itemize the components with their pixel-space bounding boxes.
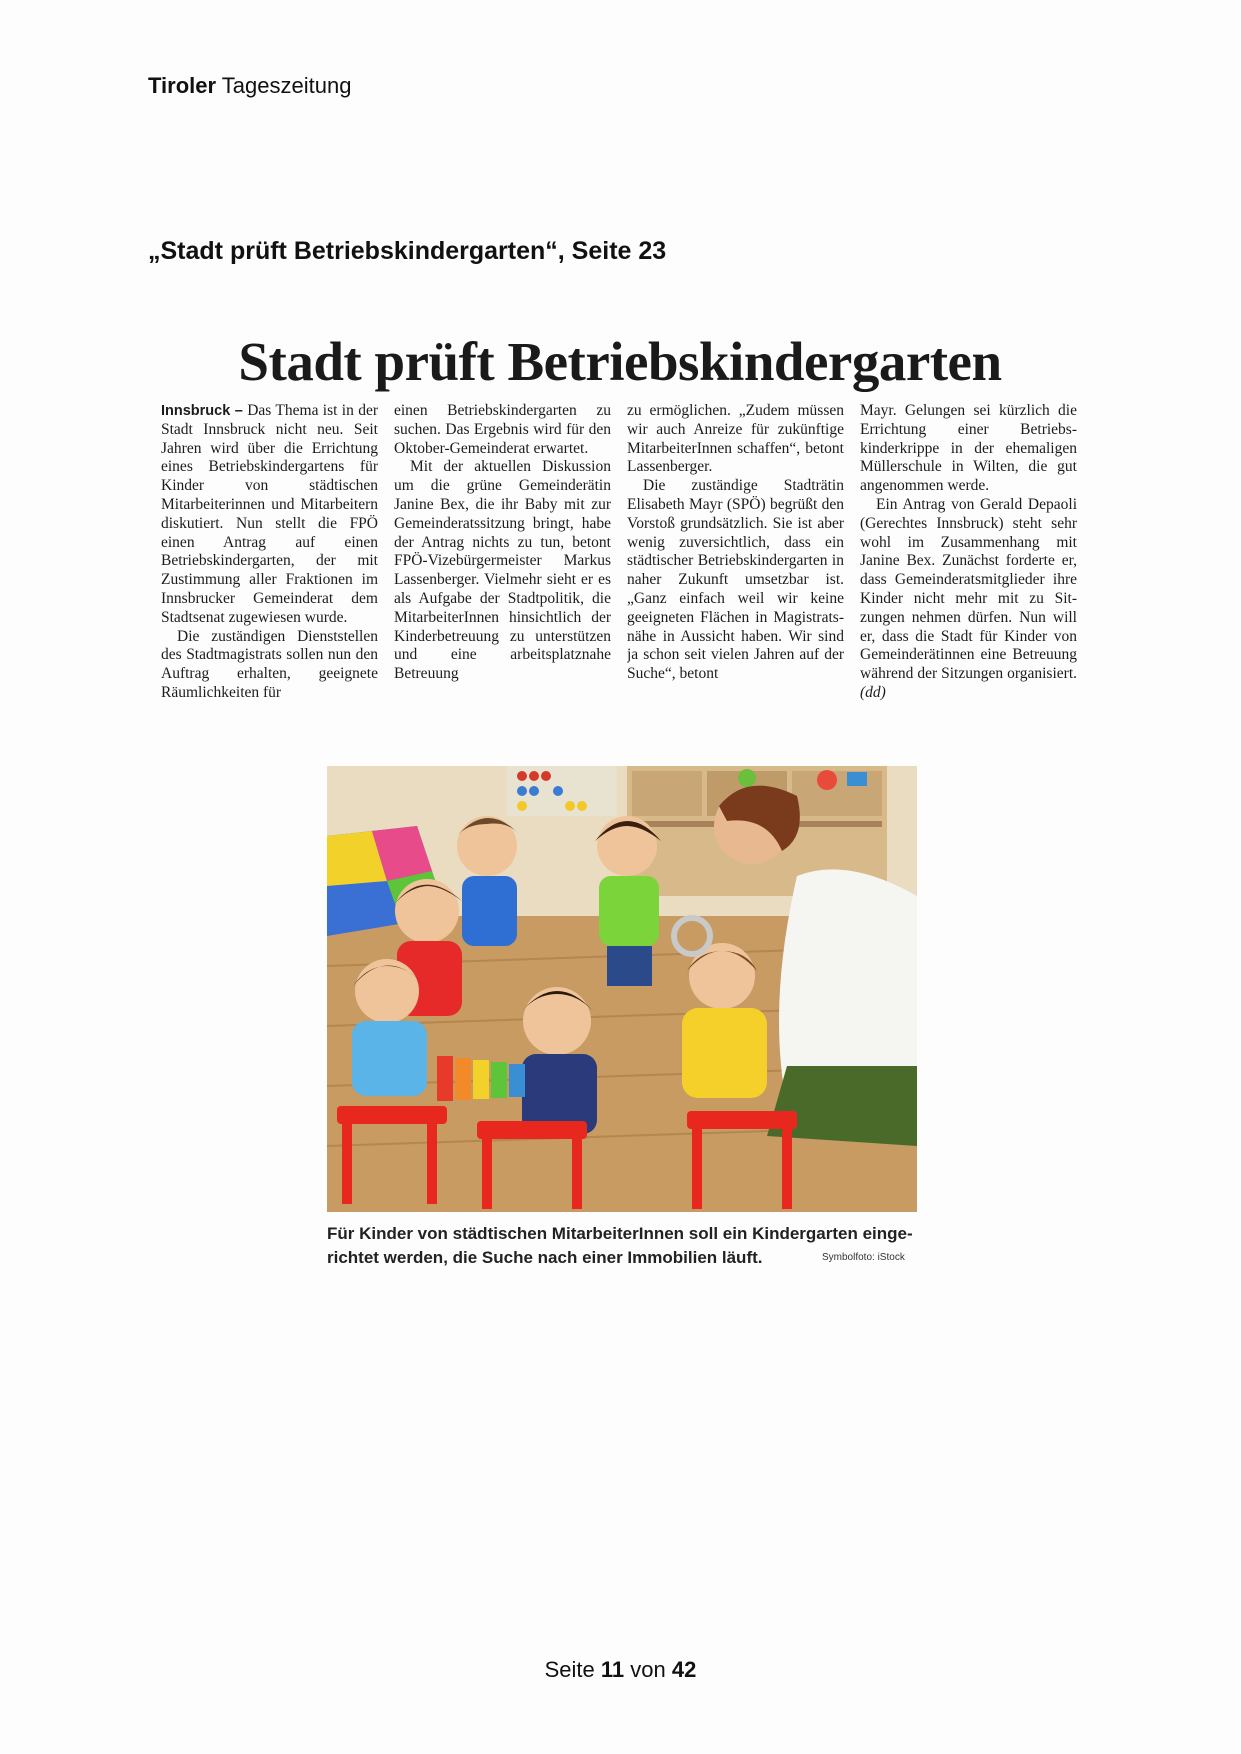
newspaper-name-bold: Tiroler xyxy=(148,73,217,98)
article-paragraph: Die zuständige Stadträtin Elisabeth Mayr (SPÖ) begrüßt den Vorstoß grundsätzlich. Sie ist aber wenig zuversichtlich, dass ein städtischer Betriebskindergarten in naher Zukunft umsetzbar ist. „Ganz einfach weil wir keine geeigneten Flächen in Magistratsnähe in Aussicht haben. Wir sind ja schon seit vielen Jahren auf der Suche“, betont xyxy=(627,477,844,683)
article-headline: Stadt prüft Betriebskindergarten xyxy=(238,331,1002,392)
paragraph-text: Das Thema ist in der Stadt Innsbruck nicht neu. Seit Jahren wird über die Errichtung eines Betriebskindergartens für Kinder von städtischen Mitarbeiterinnen und Mitarbeitern diskutiert. Nun stellt die FPÖ einen Antrag auf einen Betriebskindergarten, der mit Zustimmung aller Fraktionen im Innsbrucker Gemeinderat dem Stadtsenat zugewiesen wurde. xyxy=(161,402,378,626)
article-paragraph: zu ermöglichen. „Zudem müssen wir auch Anreize für zukünftige MitarbeiterInnen schaffen“, betont Lassenberger. xyxy=(627,402,844,476)
photo-caption: Für Kinder von städtischen MitarbeiterInnen soll ein Kindergarten eingerichtet werden, die Suche nach einer Immobilien läuft. xyxy=(327,1224,913,1267)
author-signature: (dd) xyxy=(860,683,886,701)
paragraph-text: Ein Antrag von Gerald Depaoli (Gerechtes Innsbruck) steht sehr wohl im Zusammenhang mit Janine Bex. Zunächst forderte er, dass Gemeinderatsmitglieder ihre Kinder nicht mehr mit zu Sitzungen nehmen dürfen. Nun will er, dass die Stadt für Kinder von Gemeinderätinnen eine Betreuung während der Sitzungen organisiert. xyxy=(860,495,1077,683)
article-reference: „Stadt prüft Betriebskindergarten“, Seite 23 xyxy=(148,237,667,265)
current-page: 11 xyxy=(600,1657,625,1682)
newspaper-name-rest: Tageszeitung xyxy=(221,73,352,98)
article-columns xyxy=(161,402,1077,724)
article-column-1 xyxy=(161,402,378,724)
dateline: Innsbruck – xyxy=(161,403,243,419)
total-pages: 42 xyxy=(671,1657,697,1682)
article-paragraph: einen Betriebskindergarten zu suchen. Das Ergebnis wird für den Oktober-Gemeinderat erwartet. xyxy=(394,402,611,457)
newspaper-name xyxy=(148,73,351,99)
article-paragraph xyxy=(860,496,1077,703)
article-paragraph: Mayr. Gelungen sei kürzlich die Errichtung einer Betriebskinderkrippe in der ehemaligen Müllerschule in Wilten, die gut angenommen werde. xyxy=(860,402,1077,495)
children-photo-illustration xyxy=(327,766,917,1212)
article-paragraph xyxy=(161,402,378,628)
article-photo xyxy=(327,766,917,1212)
article-paragraph: Die zuständigen Dienststellen des Stadtmagistrats sollen nun den Auftrag erhalten, geeignete Räumlichkeiten für xyxy=(161,627,378,701)
article-column-3 xyxy=(627,402,844,724)
article-column-4 xyxy=(860,402,1077,724)
article-paragraph: Mit der aktuellen Diskussion um die grüne Gemeinderätin Janine Bex, die ihr Baby mit zur Gemeinderatssitzung bringt, habe der Antrag nichts zu tun, betont FPÖ-Vizebürgermeister Markus Lassenberger. Vielmehr sieht er es als Aufgabe der Stadtpolitik, die MitarbeiterInnen hinsichtlich der Kinderbetreuung zu unterstützen und eine arbeitsplatznahe Betreuung xyxy=(394,458,611,683)
article-column-2 xyxy=(394,402,611,724)
page-number xyxy=(0,1657,1241,1683)
photo-credit: Symbolfoto: iStock xyxy=(822,1252,905,1263)
page-middle: von xyxy=(630,1657,666,1682)
page-prefix: Seite xyxy=(544,1657,595,1682)
